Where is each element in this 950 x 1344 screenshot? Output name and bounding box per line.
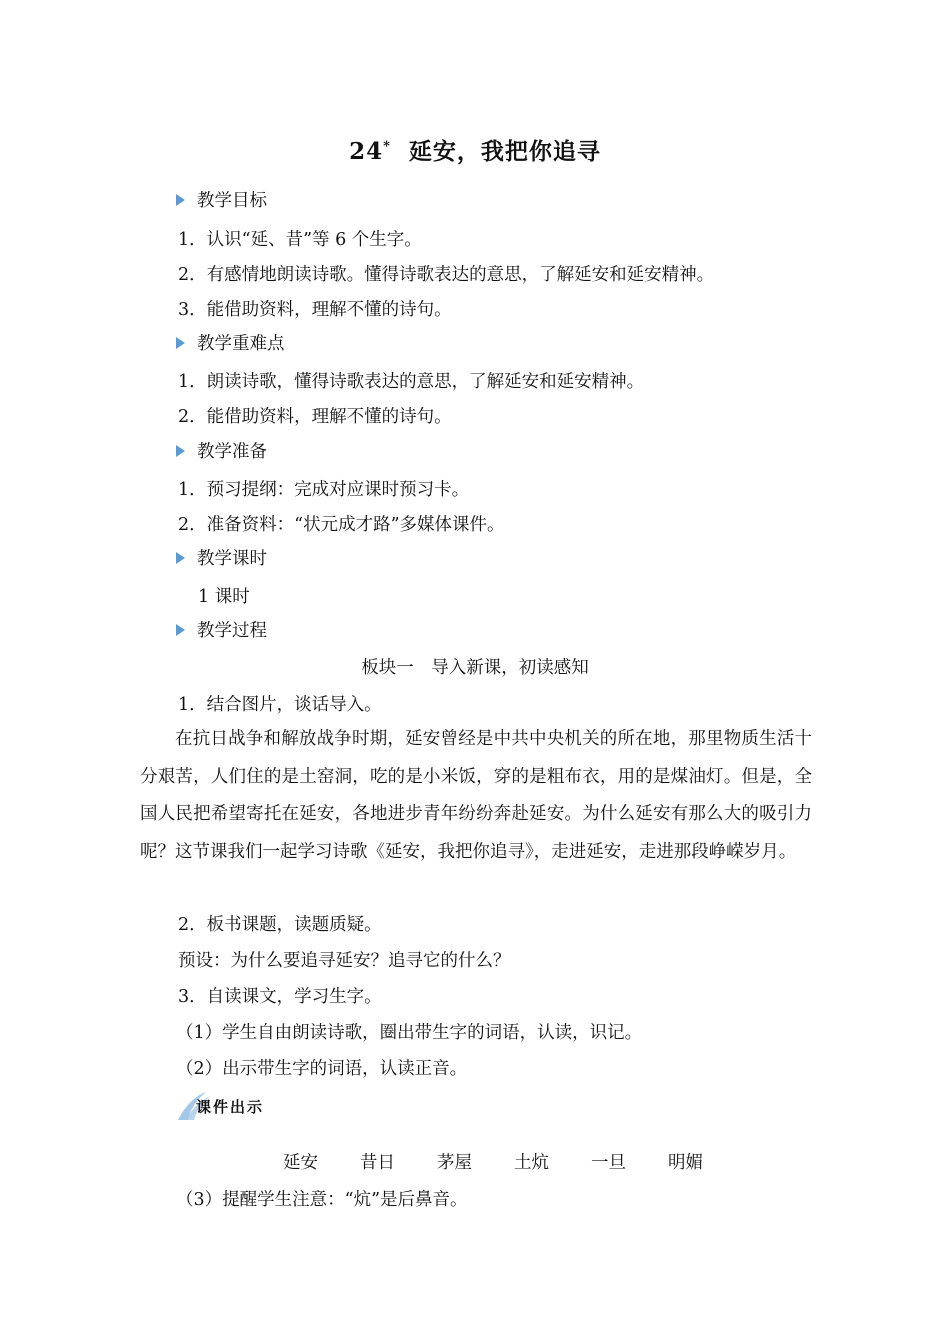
- goal-item: 3．能借助资料，理解不懂的诗句。: [178, 300, 452, 320]
- prep-item: 2．准备资料：“状元成才路”多媒体课件。: [178, 515, 505, 535]
- goal-item: 1．认识“延、昔”等 6 个生字。: [178, 230, 422, 250]
- section-heading-goals: 教学目标: [176, 189, 267, 213]
- step-1: 1．结合图片，谈话导入。: [178, 695, 382, 715]
- section-heading-hours: 教学课时: [176, 547, 267, 571]
- keypoint-item: 1．朗读诗歌，懂得诗歌表达的意思，了解延安和延安精神。: [178, 372, 645, 392]
- vocab-word: 延安: [283, 1153, 318, 1173]
- section-heading-process: 教学过程: [176, 619, 267, 643]
- lesson-title-text: 延安，我把你追寻: [408, 138, 601, 165]
- sub-step-2: （2）出示带生字的词语，认读正音。: [176, 1059, 468, 1079]
- block-title: 板块一 导入新课，初读感知: [361, 658, 589, 678]
- vocab-word: 明媚: [668, 1153, 703, 1173]
- section-heading-keypoints: 教学重难点: [176, 332, 285, 356]
- step-3: 3．自读课文，学习生字。: [178, 987, 382, 1007]
- goal-item: 2．有感情地朗读诗歌。懂得诗歌表达的意思，了解延安和延安精神。: [178, 265, 715, 285]
- lesson-number: 24: [349, 138, 384, 165]
- triangle-bullet-icon: [176, 337, 185, 349]
- vocab-word: 昔日: [360, 1153, 395, 1173]
- vocab-word: 一旦: [591, 1153, 626, 1173]
- step-2: 2．板书课题，读题质疑。: [178, 915, 382, 935]
- prep-item: 1．预习提纲：完成对应课时预习卡。: [178, 480, 470, 500]
- triangle-bullet-icon: [176, 624, 185, 636]
- section-heading-prep: 教学准备: [176, 440, 267, 464]
- sub-step-1: （1）学生自由朗读诗歌，圈出带生字的词语，认读，识记。: [176, 1023, 643, 1043]
- hours-value: 1 课时: [198, 587, 250, 607]
- triangle-bullet-icon: [176, 445, 185, 457]
- lesson-mark: *: [383, 139, 391, 155]
- courseware-badge: [176, 1088, 296, 1124]
- sub-step-3: （3）提醒学生注意：“炕”是后鼻音。: [176, 1190, 468, 1210]
- intro-paragraph: 在抗日战争和解放战争时期，延安曾经是中共中央机关的所在地，那里物质生活十分艰苦，人们住的是土窑洞，吃的是小米饭，穿的是粗布衣，用的是煤油灯。但是，全国人民把希望寄托在延安，各地进步青年纷纷奔赴延安。为什么延安有那么大的吸引力呢？这节课我们一起学习诗歌《延安，我把你追寻》，走进延安，走进那段峥嵘岁月。: [140, 729, 812, 862]
- page-title: [0, 133, 950, 166]
- preset-question: 预设：为什么要追寻延安？追寻它的什么？: [178, 951, 511, 971]
- vocabulary-row: [283, 1151, 745, 1175]
- courseware-label: 课件出示: [196, 1098, 265, 1116]
- triangle-bullet-icon: [176, 552, 185, 564]
- vocab-word: 茅屋: [437, 1153, 472, 1173]
- triangle-bullet-icon: [176, 194, 185, 206]
- vocab-word: 土炕: [514, 1153, 549, 1173]
- keypoint-item: 2．能借助资料，理解不懂的诗句。: [178, 407, 452, 427]
